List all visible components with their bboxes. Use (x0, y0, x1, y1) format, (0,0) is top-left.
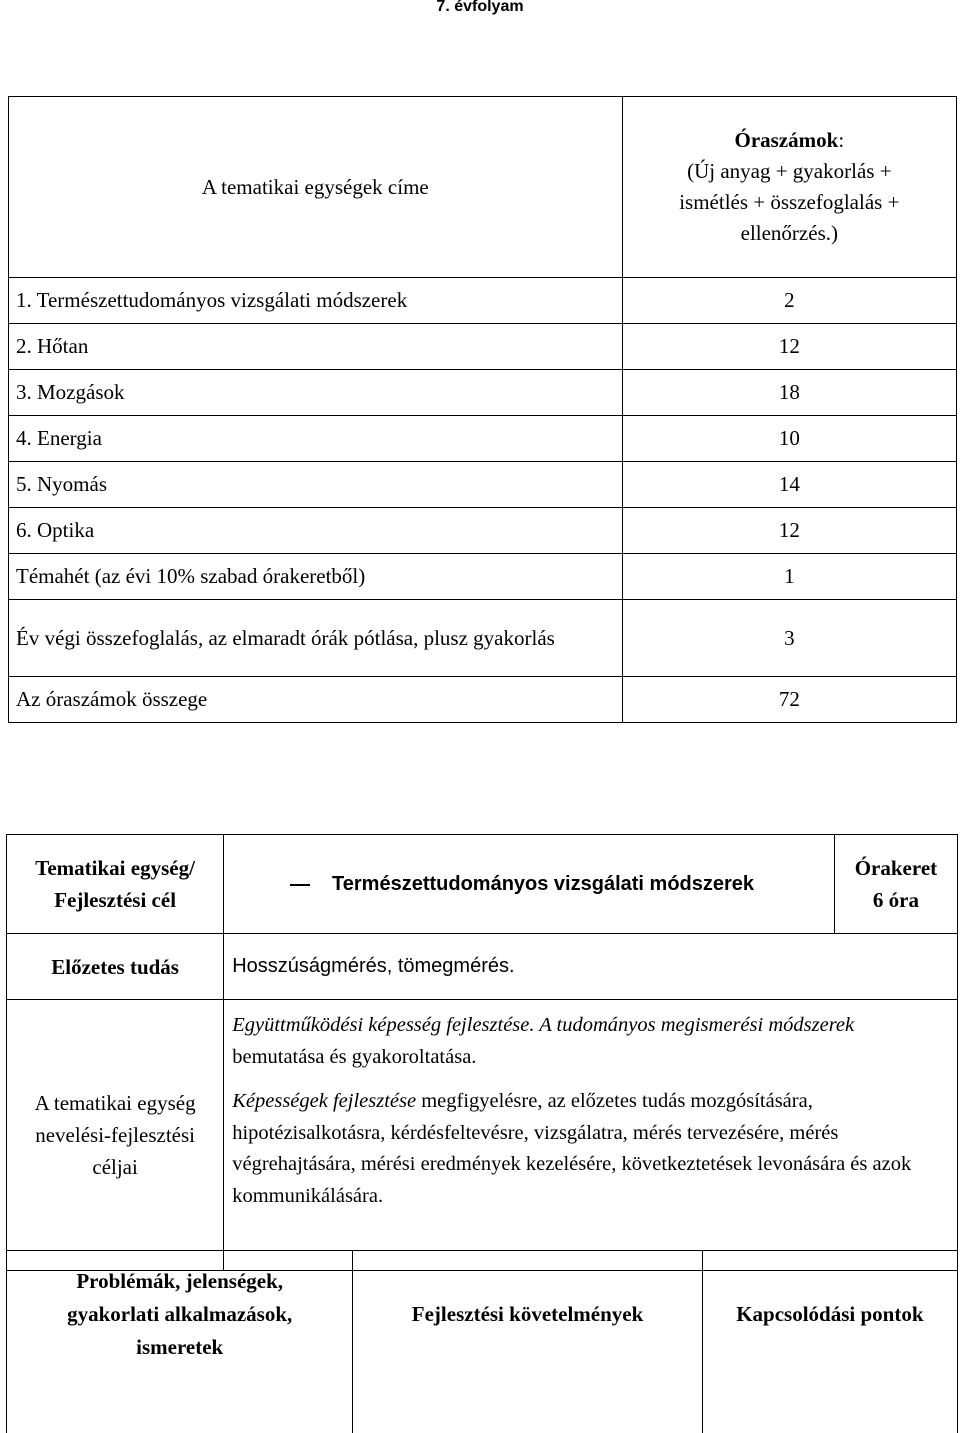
table-row (9, 370, 957, 416)
total-label: Az óraszámok összege (9, 677, 623, 723)
unit-hours: 1 (622, 554, 956, 600)
table-row (9, 416, 957, 462)
header-unit-titles (9, 97, 623, 278)
unit-title-cell (224, 835, 835, 934)
requirements-header: Fejlesztési követelmények (353, 1251, 702, 1433)
goals-text-cell (224, 1000, 958, 1271)
unit-title: 3. Mozgások (9, 370, 623, 416)
unit-hours: 2 (622, 278, 956, 324)
unit-hours: 14 (622, 462, 956, 508)
total-row (9, 677, 957, 723)
unit-title: 1. Természettudományos vizsgálati módszerek (9, 278, 623, 324)
unit-title: 6. Optika (9, 508, 623, 554)
hours-table-header-row (9, 97, 957, 278)
goals-paragraph-2 (232, 1086, 949, 1212)
problems-header-line-2: gyakorlati alkalmazások, (7, 1298, 352, 1331)
table-row (9, 600, 957, 677)
frame-value: 6 óra (835, 884, 957, 916)
bottom-table (6, 1250, 958, 1433)
header-hours-detail-1: (Új anyag + gyakorlás + (623, 156, 956, 187)
unit-hours: 12 (622, 324, 956, 370)
unit-title: 2. Hőtan (9, 324, 623, 370)
header-hours-colon: : (838, 128, 844, 152)
table-row (9, 462, 957, 508)
unit-label-cell (7, 835, 224, 934)
unit-hours: 12 (622, 508, 956, 554)
header-hours (622, 97, 956, 278)
goals-label-line-2: nevelési-fejlesztési (7, 1119, 223, 1151)
table-row (9, 324, 957, 370)
unit-label-line-1: Tematikai egység/ (7, 852, 223, 884)
frame-label: Órakeret (835, 852, 957, 884)
unit-hours: 3 (622, 600, 956, 677)
unit-header-row (7, 835, 958, 934)
prior-text: Hosszúságmérés, tömegmérés. (224, 934, 958, 1000)
unit-table (6, 834, 958, 1271)
unit-title-text: Természettudományos vizsgálati módszerek (332, 873, 754, 895)
prior-label: Előzetes tudás (7, 934, 224, 1000)
hours-table (8, 96, 957, 723)
unit-label-line-2: Fejlesztési cél (7, 884, 223, 916)
unit-hours: 18 (622, 370, 956, 416)
header-unit-titles-text: A tematikai egységek címe (202, 175, 429, 199)
bottom-header-row (7, 1251, 958, 1433)
connections-header: Kapcsolódási pontok (702, 1251, 957, 1433)
problems-header (7, 1251, 353, 1433)
unit-title: 5. Nyomás (9, 462, 623, 508)
table-row (9, 554, 957, 600)
table-row (9, 508, 957, 554)
goals-paragraph-1 (232, 1010, 949, 1073)
problems-header-line-1: Problémák, jelenségek, (7, 1265, 352, 1298)
header-hours-detail-2: ismétlés + összefoglalás + (623, 187, 956, 218)
table-row (9, 278, 957, 324)
goals-p2-italic: Képességek fejlesztése (232, 1090, 416, 1112)
dash-bullet (290, 884, 310, 886)
header-hours-detail-3: ellenőrzés.) (623, 218, 956, 249)
prior-knowledge-row (7, 934, 958, 1000)
page-header: 7. évfolyam (0, 0, 960, 16)
goals-label-line-3: céljai (7, 1151, 223, 1183)
header-hours-label: Óraszámok (734, 128, 838, 152)
problems-header-line-3: ismeretek (7, 1331, 352, 1364)
unit-title: Témahét (az évi 10% szabad órakeretből) (9, 554, 623, 600)
frame-cell (834, 835, 957, 934)
unit-title: Év végi összefoglalás, az elmaradt órák pótlása, plusz gyakorlás (9, 600, 623, 677)
unit-hours: 10 (622, 416, 956, 462)
goals-row (7, 1000, 958, 1271)
goals-label-cell (7, 1000, 224, 1271)
goals-p1-rest: bemutatása és gyakoroltatása. (232, 1046, 476, 1068)
goals-p1-italic: Együttműködési képesség fejlesztése. A tudományos megismerési módszerek (232, 1014, 854, 1036)
goals-p2-rest: megfigyelésre, az előzetes tudás mozgósítására, hipotézisalkotásra, kérdésfeltevésre, vizsgálatra, mérés tervezésére, mérés végrehajtására, mérési eredmények kezelésére, következtetések levonására és azok kommunikálására. (232, 1090, 911, 1207)
unit-title: 4. Energia (9, 416, 623, 462)
goals-label-line-1: A tematikai egység (7, 1087, 223, 1119)
total-hours: 72 (622, 677, 956, 723)
